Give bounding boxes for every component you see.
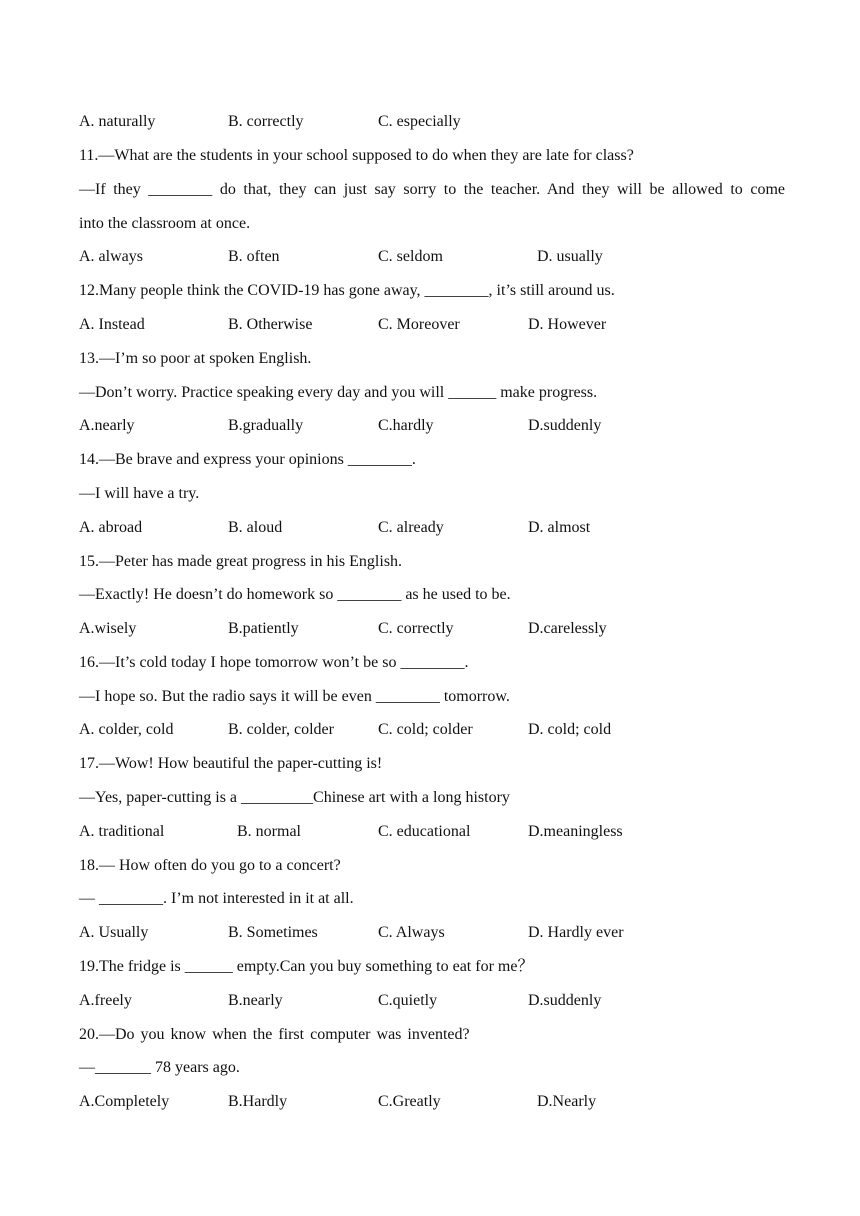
q16-answer: —I hope so. But the radio says it will be even ________ tomorrow.: [79, 688, 510, 705]
q17-answer: —Yes, paper-cutting is a _________Chinese art with a long history: [79, 789, 510, 806]
q13-answer: —Don’t worry. Practice speaking every day and you will ______ make progress.: [79, 384, 598, 401]
q13-option-b: B.gradually: [228, 417, 304, 434]
q15-option-a: A.wisely: [79, 620, 137, 637]
q18-option-b: B. Sometimes: [228, 924, 318, 941]
q16-option-a: A. colder, cold: [79, 721, 174, 738]
q14-answer: —I will have a try.: [79, 485, 200, 502]
q17-question: 17.—Wow! How beautiful the paper-cutting is!: [79, 755, 383, 772]
q16-option-d: D. cold; cold: [528, 721, 612, 738]
q20-option-a: A.Completely: [79, 1093, 170, 1110]
q11-option-b: B. often: [228, 248, 280, 265]
q11-option-d: D. usually: [537, 248, 603, 265]
q20-answer: —_______ 78 years ago.: [79, 1059, 240, 1076]
q13-question: 13.—I’m so poor at spoken English.: [79, 350, 312, 367]
q19-option-d: D.suddenly: [528, 992, 602, 1009]
q18-option-c: C. Always: [378, 924, 445, 941]
q13-option-c: C.hardly: [378, 417, 434, 434]
q16-option-b: B. colder, colder: [228, 721, 334, 738]
q15-option-d: D.carelessly: [528, 620, 607, 637]
q19-option-a: A.freely: [79, 992, 132, 1009]
q18-answer: — ________. I’m not interested in it at all.: [79, 890, 354, 907]
q18-option-a: A. Usually: [79, 924, 149, 941]
q19-option-b: B.nearly: [228, 992, 283, 1009]
q11-option-a: A. always: [79, 248, 143, 265]
q20-question: 20.—Do you know when the first computer was invented?: [79, 1026, 470, 1043]
q15-question: 15.—Peter has made great progress in his English.: [79, 553, 403, 570]
q14-question: 14.—Be brave and express your opinions ________.: [79, 451, 416, 468]
q20-option-c: C.Greatly: [378, 1093, 441, 1110]
q16-question: 16.—It’s cold today I hope tomorrow won’t be so ________.: [79, 654, 469, 671]
q14-option-c: C. already: [378, 519, 444, 536]
q16-option-c: C. cold; colder: [378, 721, 473, 738]
q20-option-b: B.Hardly: [228, 1093, 288, 1110]
q14-option-a: A. abroad: [79, 519, 143, 536]
q17-option-c: C. educational: [378, 823, 471, 840]
q12-question: 12.Many people think the COVID-19 has gone away, ________, it’s still around us.: [79, 282, 615, 299]
q13-option-a: A.nearly: [79, 417, 135, 434]
q12-option-c: C. Moreover: [378, 316, 460, 333]
q19-question: 19.The fridge is ______ empty.Can you buy something to eat for me？: [79, 958, 534, 975]
q17-option-b: B. normal: [237, 823, 301, 840]
q18-option-d: D. Hardly ever: [528, 924, 624, 941]
q10-option-a: A. naturally: [79, 113, 156, 130]
q10-option-b: B. correctly: [228, 113, 304, 130]
q15-answer: —Exactly! He doesn’t do homework so ________ as he used to be.: [79, 586, 511, 603]
q17-option-a: A. traditional: [79, 823, 165, 840]
q13-option-d: D.suddenly: [528, 417, 602, 434]
q17-option-d: D.meaningless: [528, 823, 623, 840]
q12-option-a: A. Instead: [79, 316, 145, 333]
q11-answer-line2: into the classroom at once.: [79, 215, 251, 232]
q15-option-b: B.patiently: [228, 620, 299, 637]
q19-option-c: C.quietly: [378, 992, 438, 1009]
q11-option-c: C. seldom: [378, 248, 443, 265]
q20-option-d: D.Nearly: [537, 1093, 597, 1110]
q14-option-b: B. aloud: [228, 519, 283, 536]
q11-answer-line1: —If they ________ do that, they can just say sorry to the teacher. And they will be allowed to come: [79, 181, 785, 198]
q15-option-c: C. correctly: [378, 620, 454, 637]
q12-option-b: B. Otherwise: [228, 316, 313, 333]
q18-question: 18.— How often do you go to a concert?: [79, 857, 341, 874]
q10-option-c: C. especially: [378, 113, 461, 130]
q12-option-d: D. However: [528, 316, 607, 333]
q14-option-d: D. almost: [528, 519, 591, 536]
q11-question: 11.—What are the students in your school supposed to do when they are late for class?: [79, 147, 634, 164]
